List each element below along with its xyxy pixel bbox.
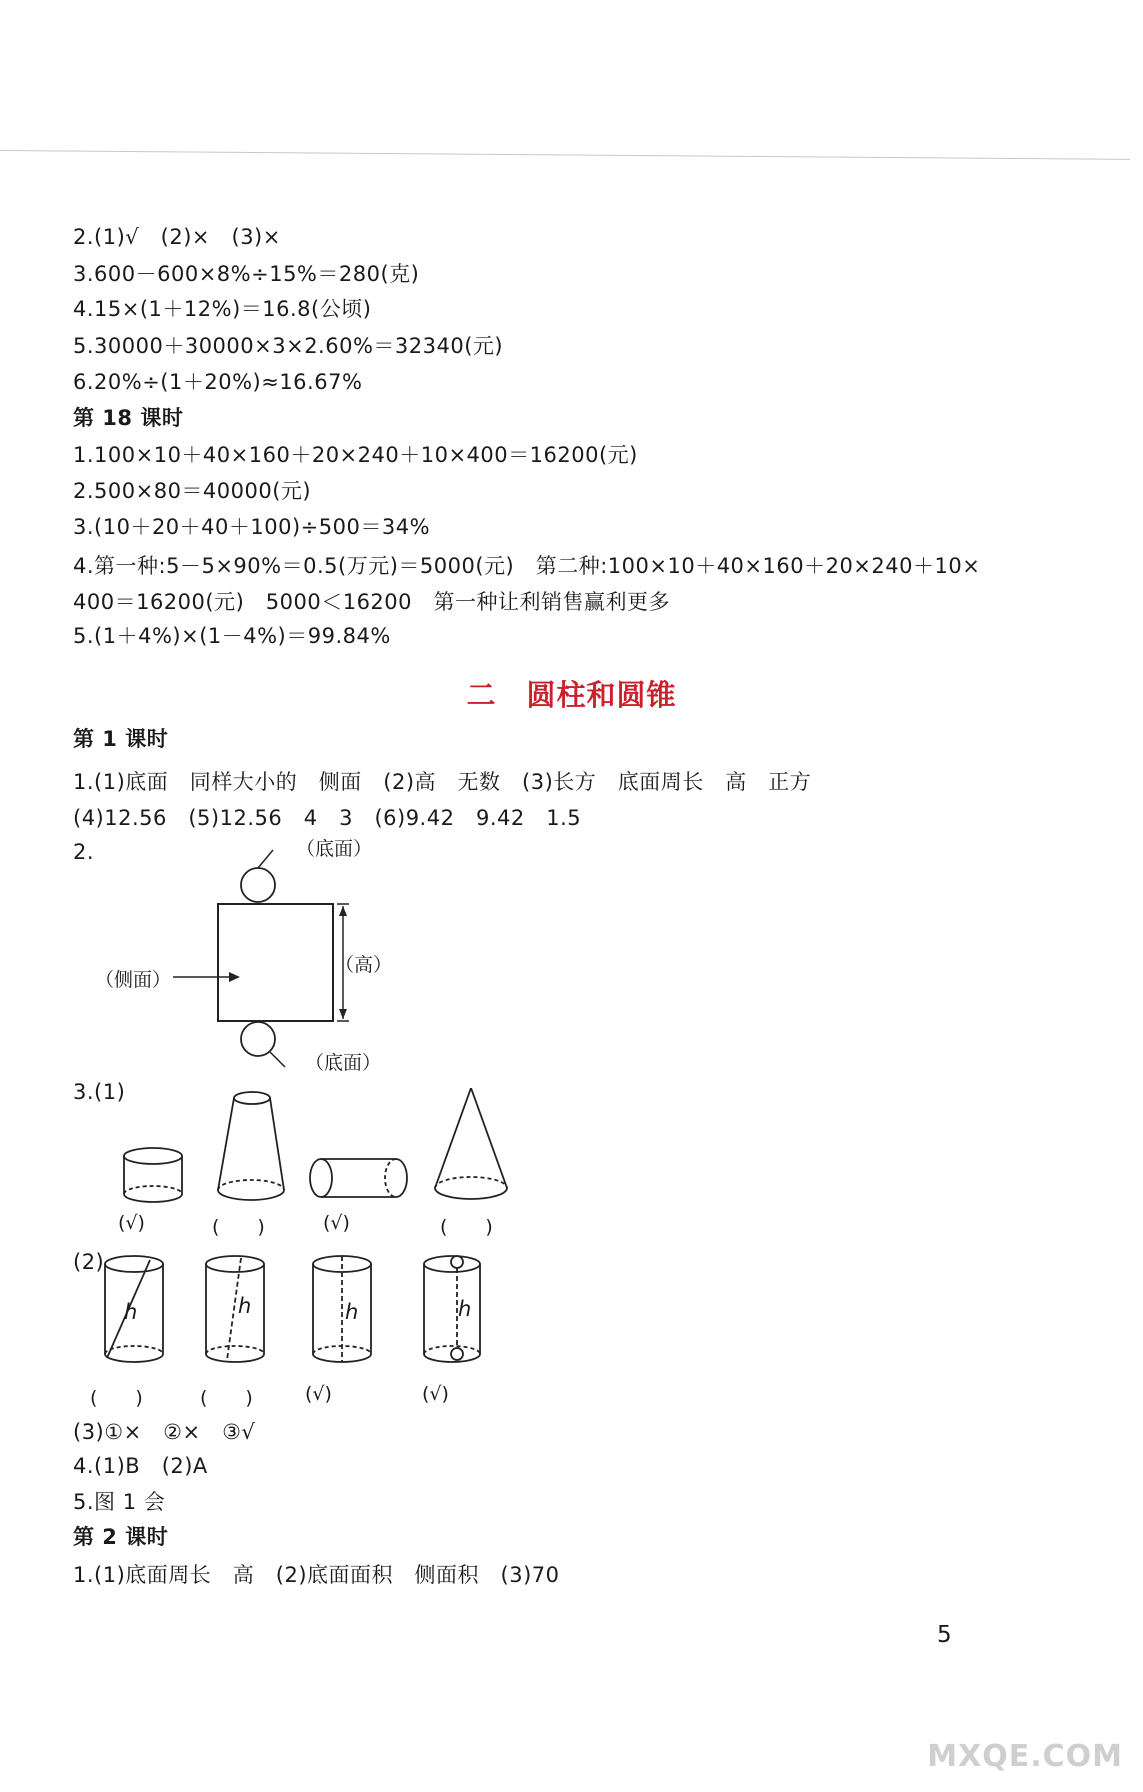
answer-line: 2.500×80＝40000(元): [73, 479, 312, 503]
cylinder-height-diagram: [424, 1256, 480, 1362]
lesson-heading: 第 18 课时: [73, 406, 184, 430]
solid-answer: ( ): [440, 1216, 493, 1238]
question-number: (2): [73, 1250, 105, 1274]
solids-row: [115, 1088, 535, 1218]
answer-line: 3.(10＋20＋40＋100)÷500＝34%: [73, 515, 431, 539]
answer-line: (4)12.56 (5)12.56 4 3 (6)9.42 9.42 1.5: [73, 806, 582, 830]
answer-line: 4.15×(1＋12%)＝16.8(公顷): [73, 297, 372, 321]
answer-line: 2.(1)√ (2)× (3)×: [73, 225, 281, 249]
page-number: 5: [937, 1622, 952, 1648]
section-title: 二 圆柱和圆锥: [466, 678, 677, 712]
solid-answer: (√): [323, 1212, 350, 1234]
cylinder-height-diagram: [313, 1256, 371, 1362]
height-label: h: [124, 1300, 138, 1324]
top-rule: [0, 150, 1130, 160]
net-label-top-base: （底面）: [296, 838, 373, 860]
answer-line: 1.100×10＋40×160＋20×240＋10×400＝16200(元): [73, 443, 638, 467]
answer-line: 3.600－600×8%÷15%＝280(克): [73, 262, 420, 286]
question-number: 2.: [73, 840, 95, 864]
frustum-icon: [218, 1092, 284, 1200]
net-label-bottom-base: （底面）: [305, 1052, 382, 1074]
answer-line: 4.(1)B (2)A: [73, 1454, 208, 1478]
height-label: h: [238, 1294, 252, 1318]
answer-line: 5.图 1 会: [73, 1490, 166, 1514]
answer-line: (3)①× ②× ③√: [73, 1420, 256, 1444]
answer-line: 1.(1)底面周长 高 (2)底面面积 侧面积 (3)70: [73, 1563, 560, 1587]
cylinder-answer: ( ): [90, 1387, 143, 1409]
cone-icon: [435, 1088, 507, 1199]
net-label-side: （侧面）: [95, 969, 172, 991]
lesson-heading: 第 1 课时: [73, 727, 169, 751]
answer-line: 4.第一种:5－5×90%＝0.5(万元)＝5000(元) 第二种:100×10＋40×160＋20×240＋10×: [73, 554, 981, 578]
cylinder-answer: (√): [305, 1383, 332, 1405]
answer-line: 400＝16200(元) 5000＜16200 第一种让利销售赢利更多: [73, 590, 671, 614]
watermark: MXQE.COM: [927, 1739, 1123, 1774]
answer-line: 6.20%÷(1＋20%)≈16.67%: [73, 370, 363, 394]
lesson-heading: 第 2 课时: [73, 1525, 169, 1549]
short-cylinder-icon: [124, 1148, 182, 1202]
cylinder-answer: (√): [422, 1383, 449, 1405]
lying-cylinder-icon: [310, 1159, 407, 1197]
net-label-height: （高）: [335, 954, 393, 976]
answer-line: 1.(1)底面 同样大小的 侧面 (2)高 无数 (3)长方 底面周长 高 正方: [73, 770, 812, 794]
cylinder-height-diagram: [206, 1256, 264, 1362]
question-number: 3.(1): [73, 1080, 126, 1104]
solid-answer: (√): [118, 1212, 145, 1234]
solid-answer: ( ): [212, 1216, 265, 1238]
answer-line: 5.30000＋30000×3×2.60%＝32340(元): [73, 334, 504, 358]
height-label: h: [458, 1297, 472, 1321]
cylinder-height-row: [95, 1250, 495, 1380]
answer-line: 5.(1＋4%)×(1－4%)＝99.84%: [73, 624, 391, 648]
cylinder-answer: ( ): [200, 1387, 253, 1409]
height-label: h: [345, 1300, 359, 1324]
